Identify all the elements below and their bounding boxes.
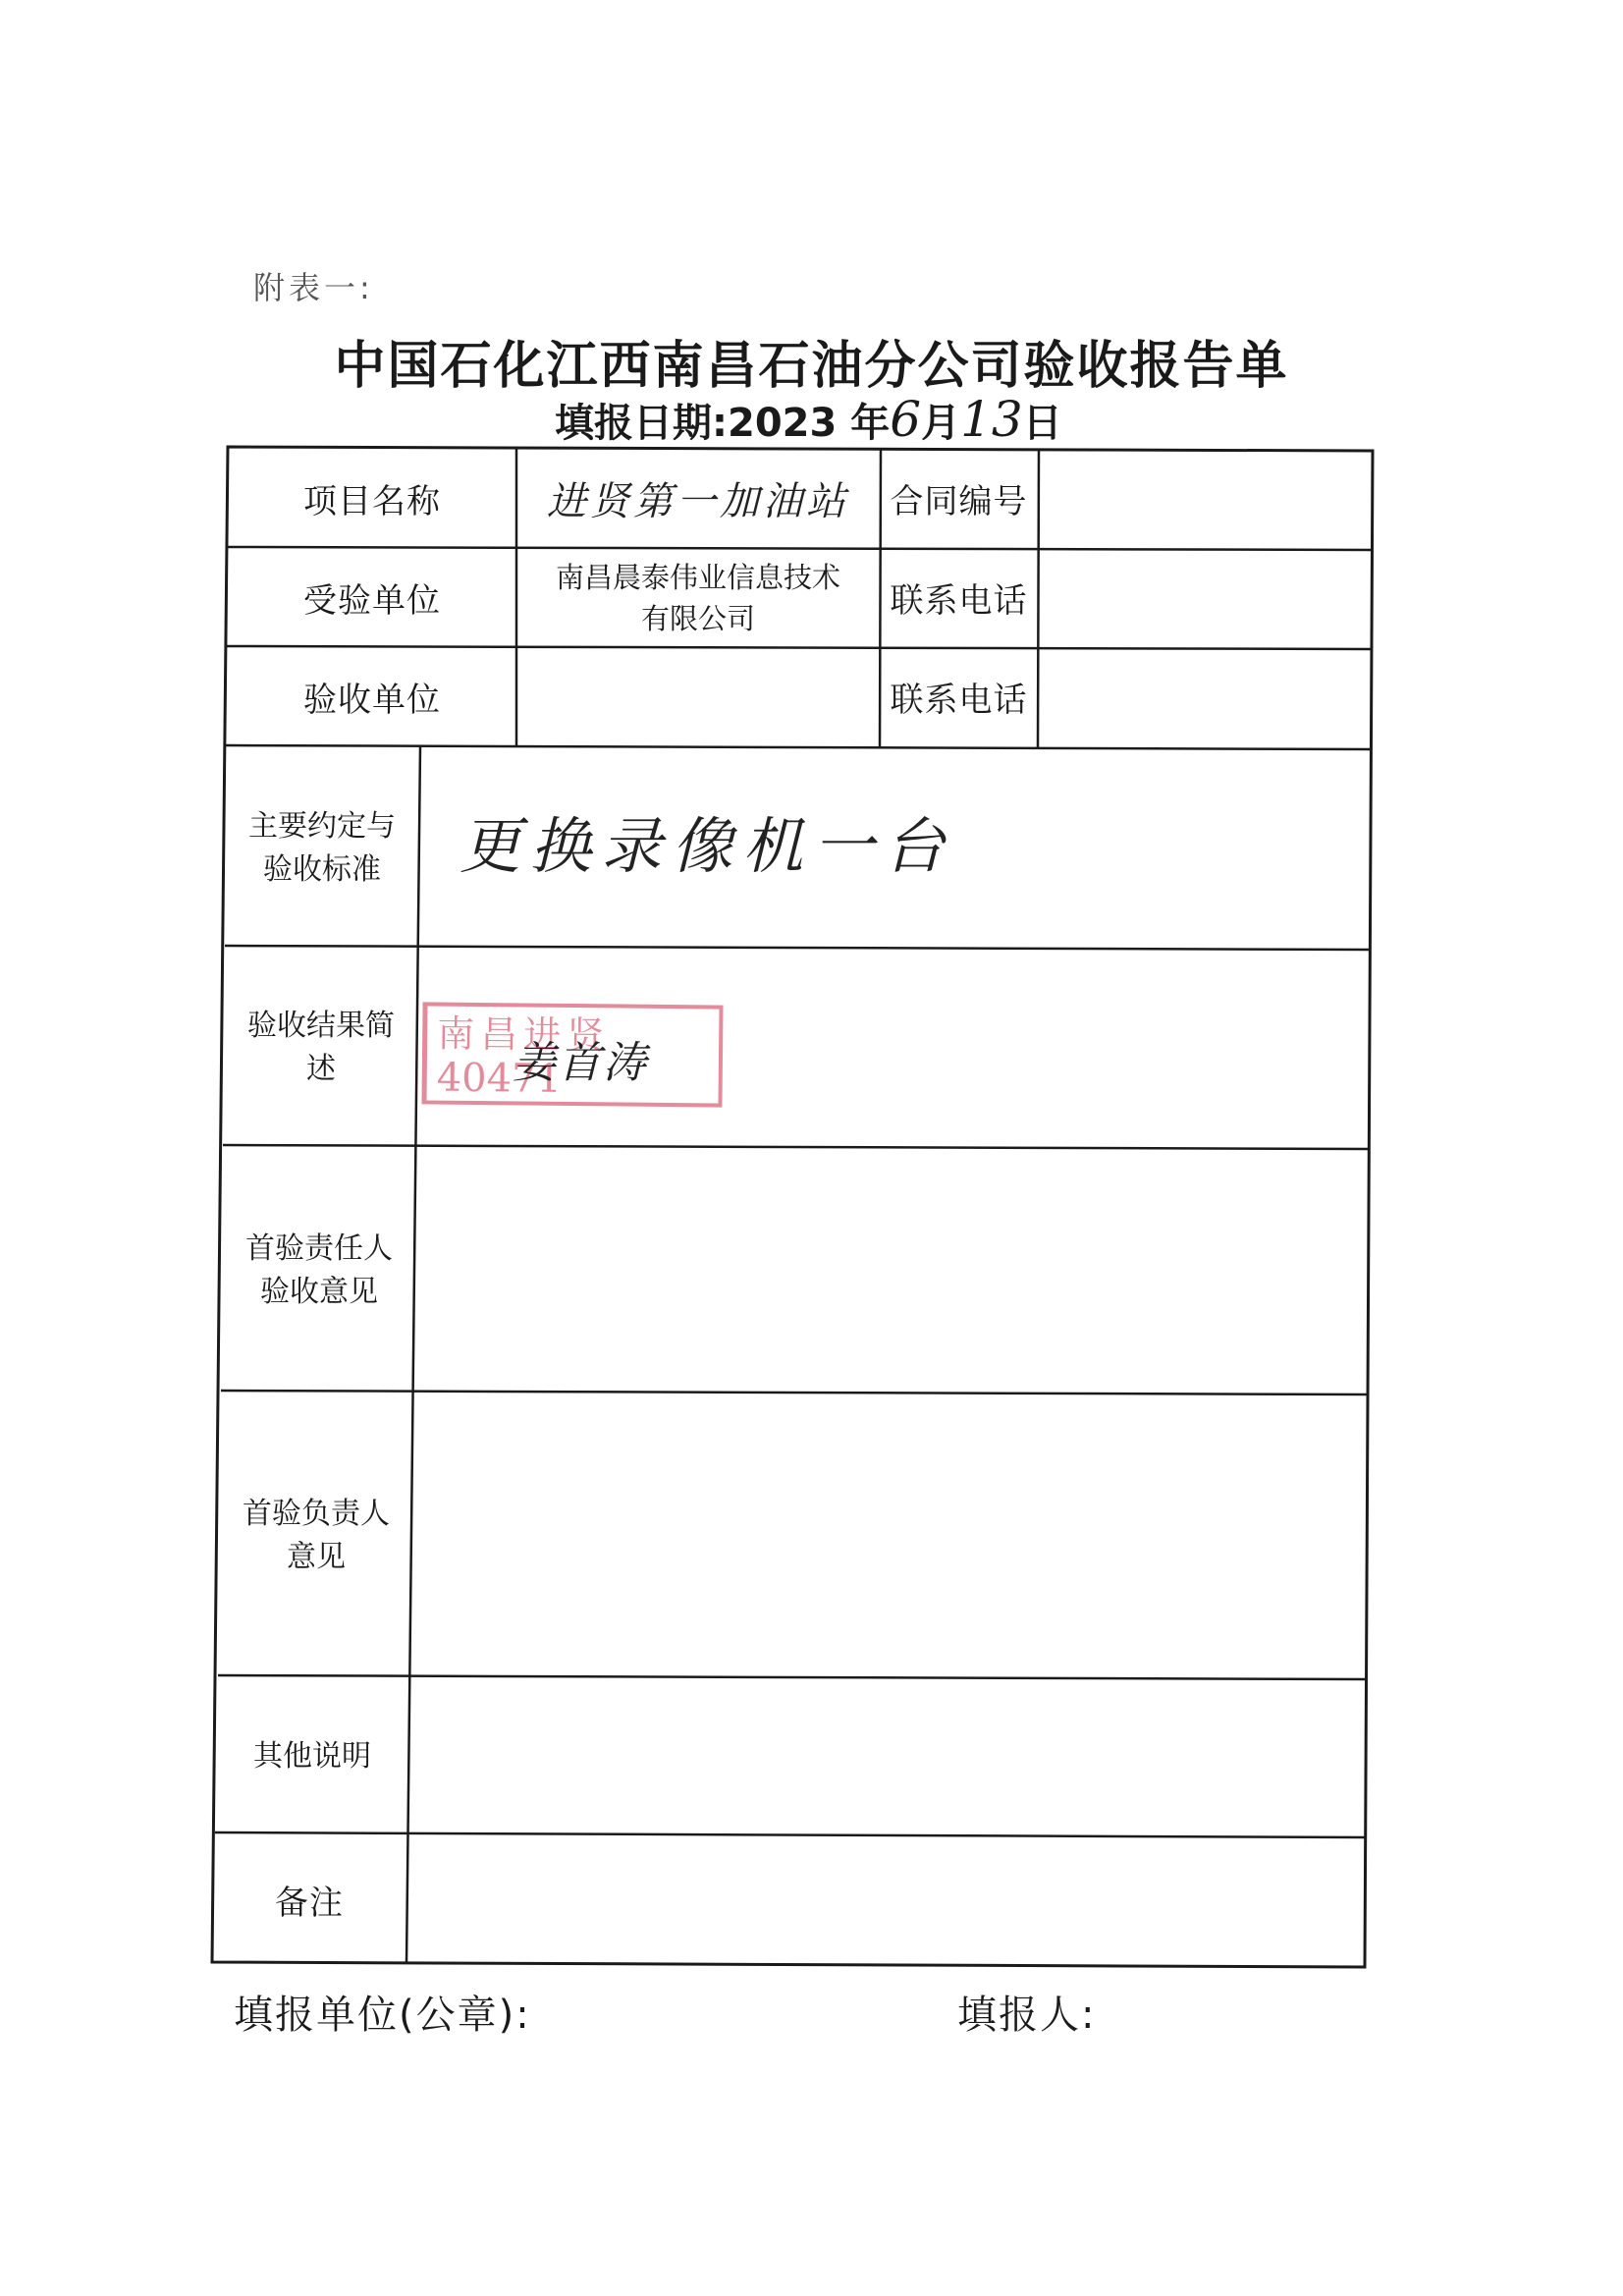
result-label [225, 949, 417, 1147]
agreement-label [226, 748, 418, 948]
project-name-value: 进贤第一加油站 [547, 478, 849, 524]
fill-date-month-unit: 月 [921, 401, 961, 446]
recipient-unit-value[interactable] [516, 548, 880, 647]
result-label-line2: 述 [306, 1052, 336, 1086]
page-title: 中国石化江西南昌石油分公司验收报告单 [334, 337, 1289, 396]
phone-value-2[interactable] [1038, 647, 1372, 746]
fill-date-month: 6 [890, 391, 922, 448]
first-owner-value[interactable] [416, 1148, 1365, 1393]
other-value[interactable] [410, 1678, 1359, 1835]
result-cell[interactable] [418, 949, 1367, 1147]
stamp-line1: 南昌进贤 [436, 1011, 611, 1058]
agreement-value: 更换录像机一台 [460, 810, 955, 882]
first-owner-label-line1: 首验责任人 [245, 1230, 393, 1266]
fill-date-day-unit: 日 [1022, 401, 1062, 446]
project-name-cell[interactable] [516, 449, 880, 547]
fill-date-day: 13 [960, 391, 1023, 448]
first-head-label-line2: 意见 [287, 1539, 346, 1574]
contract-no-value[interactable] [1038, 449, 1372, 547]
first-head-value[interactable] [413, 1394, 1362, 1677]
project-name-label: 项目名称 [303, 481, 441, 521]
phone-label-2: 联系电话 [890, 681, 1028, 720]
recipient-unit-line2: 有限公司 [640, 601, 755, 635]
inspect-unit-label: 验收单位 [303, 681, 441, 720]
stamp-line2: 40471 [436, 1055, 563, 1102]
first-head-label-line1: 首验负责人 [243, 1496, 390, 1531]
first-owner-label [223, 1148, 415, 1393]
first-owner-label-line2: 验收意见 [260, 1274, 378, 1309]
inspect-unit-value[interactable] [516, 647, 880, 746]
other-label: 其他说明 [253, 1739, 371, 1774]
contract-no-label: 合同编号 [890, 481, 1028, 521]
footer-reporter-label: 填报人: [957, 1993, 1097, 2038]
recipient-unit-line1: 南昌晨泰伟业信息技术 [555, 560, 840, 594]
result-label-line1: 验收结果简 [247, 1009, 395, 1043]
agreement-cell[interactable] [420, 748, 1369, 948]
remark-label: 备注 [275, 1884, 344, 1923]
annex-label: 附表一: [253, 269, 374, 306]
first-head-label [220, 1394, 412, 1677]
phone-value-1[interactable] [1038, 548, 1372, 647]
recipient-unit-label: 受验单位 [303, 581, 441, 621]
agreement-label-line2: 验收标准 [263, 851, 381, 887]
fill-date-label: 填报日期: [555, 401, 728, 446]
remark-value[interactable] [407, 1835, 1356, 1964]
footer-unit-label: 填报单位(公章): [234, 1993, 531, 2038]
result-signature: 姜首涛 [513, 1038, 648, 1088]
fill-date-year: 2023 [728, 401, 838, 446]
agreement-label-line1: 主要约定与 [248, 808, 396, 844]
fill-date-year-unit: 年 [850, 401, 891, 446]
phone-label-1: 联系电话 [890, 581, 1028, 621]
